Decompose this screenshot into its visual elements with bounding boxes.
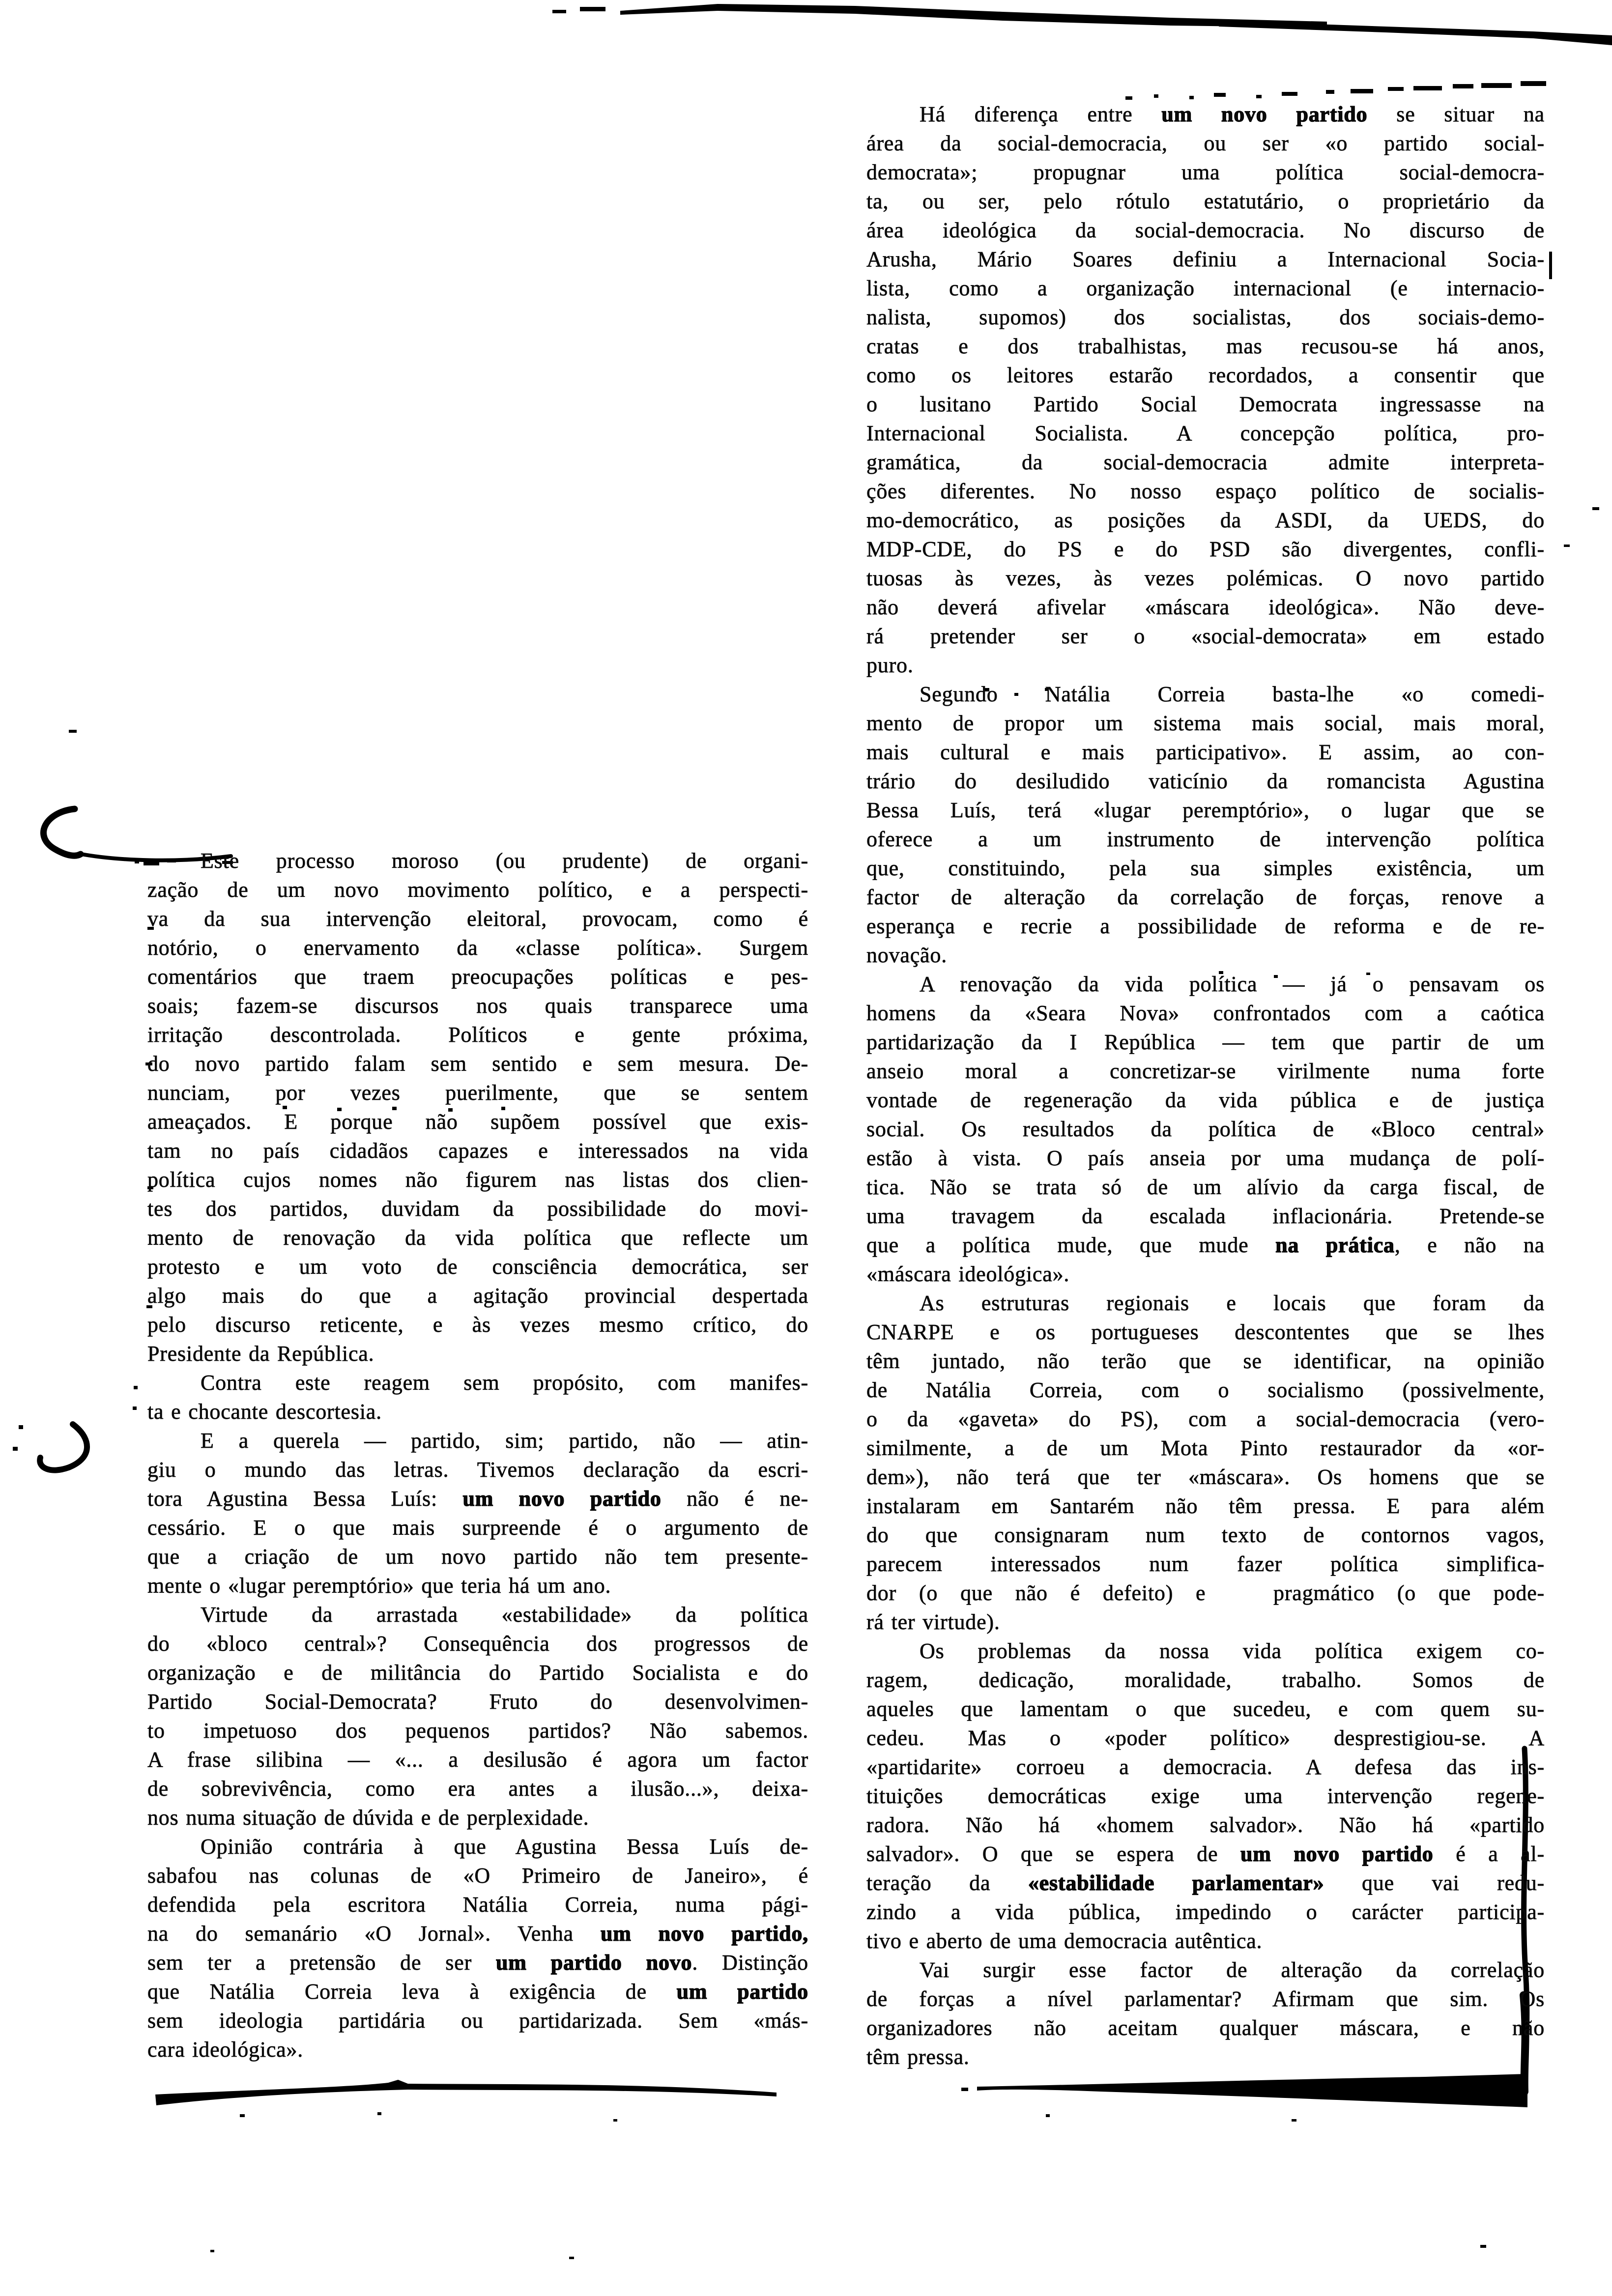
text-line: Há diferença entre um novo partido se situar na [920, 102, 1545, 126]
text-line: como os leitores estarão recordados, a consentir que [866, 363, 1545, 387]
text-line: sem ter a pretensão de ser um partido novo. Distinção [147, 1951, 808, 1975]
text-line: teração da «estabilidade parlamentar» que vai redu- [866, 1871, 1545, 1895]
text-line: aqueles que lamentam o que sucedeu, e com quem su- [866, 1697, 1545, 1721]
text-line: Presidente da República. [147, 1342, 374, 1366]
text-line: ta, ou ser, pelo rótulo estatutário, o proprietário da [866, 189, 1545, 213]
text-line: «partidarite» corroeu a democracia. A defesa das ins- [866, 1755, 1545, 1779]
text-line: puro. [866, 653, 914, 677]
text-line: esperança e recrie a possibilidade de reforma e de re- [866, 914, 1545, 938]
right-margin-specks [1549, 252, 1599, 547]
text-line: mento de renovação da vida política que reflecte um [147, 1226, 808, 1250]
text-line: Os problemas da nossa vida política exigem co- [920, 1639, 1545, 1663]
text-line: E a querela — partido, sim; partido, não — atin- [201, 1429, 808, 1453]
text-line: tes dos partidos, duvidam da possibilidade do movi- [147, 1197, 808, 1221]
text-line: na do semanário «O Jornal». Venha um novo partido, [147, 1922, 808, 1946]
text-line: Contra este reagem sem propósito, com manifes- [201, 1371, 808, 1395]
text-line: de sobrevivência, como era antes a ilusão...», deixa- [147, 1777, 808, 1801]
text-line: que a criação de um novo partido não tem presente- [147, 1545, 808, 1569]
text-line: MDP-CDE, do PS e do PSD são divergentes, confli- [866, 537, 1545, 561]
text-line: partidarização da I República — tem que partir de um [866, 1030, 1545, 1054]
right-text-column [866, 100, 1545, 2071]
text-line: parecem interessados num fazer política simplifica- [866, 1552, 1545, 1576]
text-line: cessário. E o que mais surpreende é o argumento de [147, 1516, 808, 1540]
bottom-right-rule [961, 2074, 1527, 2107]
text-line: CNARPE e os portugueses descontentes que se lhes [866, 1320, 1545, 1344]
text-line: novação. [866, 943, 947, 967]
text-line: ragem, dedicação, moralidade, trabalho. Somos de [866, 1668, 1545, 1692]
text-line: tituições democráticas exige uma intervenção regene- [866, 1784, 1545, 1808]
text-line: gramática, da social-democracia admite interpreta- [866, 450, 1545, 474]
text-line: o da «gaveta» do PS), com a social-democracia (vero- [866, 1407, 1545, 1431]
text-line: tuosas às vezes, às vezes polémicas. O novo partido [866, 566, 1545, 590]
text-line: homens da «Seara Nova» confrontados com a caótica [866, 1001, 1545, 1025]
text-line: nunciam, por vezes puerilmente, que se sentem [147, 1081, 808, 1105]
text-line: rá pretender ser o «social-democrata» em estado [866, 624, 1545, 648]
text-line: vontade de regeneração da vida pública e de justiça [866, 1088, 1545, 1112]
text-line: de forças a nível parlamentar? Afirmam que sim. Os [866, 1987, 1545, 2011]
text-line: sabafou nas colunas de «O Primeiro de Janeiro», é [147, 1864, 808, 1888]
text-line: sem ideologia partidária ou partidarizada. Sem «más- [147, 2009, 808, 2033]
close-paren-pen-mark [40, 1424, 87, 1470]
text-line: zação de um novo movimento político, e a perspecti- [147, 878, 808, 902]
text-line: Arusha, Mário Soares definiu a Internacional Socia- [866, 247, 1545, 271]
text-line: nalista, supomos) dos socialistas, dos sociais-demo- [866, 305, 1545, 329]
text-line: mento de propor um sistema mais social, mais moral, [866, 711, 1545, 735]
text-line: Partido Social-Democrata? Fruto do desenvolvimen- [147, 1690, 808, 1714]
text-line: defendida pela escritora Natália Correia, numa pági- [147, 1893, 808, 1917]
text-line: o lusitano Partido Social Democrata ingressasse na [866, 392, 1545, 416]
text-line: Opinião contrária à que Agustina Bessa Luís de- [201, 1835, 808, 1859]
text-line: «máscara ideológica». [866, 1262, 1070, 1286]
text-line: anseio moral a concretizar-se virilmente numa forte [866, 1059, 1545, 1083]
close-paren-side-dots [13, 1425, 23, 1451]
text-line: rá ter virtude). [866, 1610, 1000, 1634]
text-line: nos numa situação de dúvida e de perplexidade. [147, 1806, 589, 1830]
text-line: mais cultural e mais participativo». E assim, ao con- [866, 740, 1545, 764]
text-line: organizadores não aceitam qualquer máscara, e não [866, 2016, 1545, 2040]
text-line: dem»), não terá que ter «máscara». Os homens que se [866, 1465, 1545, 1489]
text-line: Segundo Natália Correia basta-lhe «o comedi- [920, 682, 1545, 706]
text-line: Vai surgir esse factor de alteração da correlação [920, 1958, 1545, 1982]
text-line: área ideológica da social-democracia. No discurso de [866, 218, 1545, 242]
text-line: instalaram em Santarém não têm pressa. E para além [866, 1494, 1545, 1518]
text-line: oferece a um instrumento de intervenção política [866, 827, 1545, 851]
text-line: social. Os resultados da política de «Bloco central» [866, 1117, 1545, 1141]
text-line: A renovação da vida política — já o pensavam os [920, 972, 1545, 996]
open-paren-side-ticks [69, 730, 233, 865]
text-line: mo-democrático, as posições da ASDI, da UEDS, do [866, 508, 1545, 532]
text-line: comentários que traem preocupações políticas e pes- [147, 965, 808, 989]
text-line: tam no país cidadãos capazes e interessados na vida [147, 1139, 808, 1163]
text-line: Bessa Luís, terá «lugar peremptório», o lugar que se [866, 798, 1545, 822]
text-line: tora Agustina Bessa Luís: um novo partido não é ne- [147, 1487, 808, 1511]
text-line: soais; fazem-se discursos nos quais transparece uma [147, 994, 808, 1018]
text-line: lista, como a organização internacional (e internacio- [866, 276, 1545, 300]
text-line: tica. Não se trata só de um alívio da carga fiscal, de [866, 1175, 1545, 1199]
text-line: zindo a vida pública, impedindo o carácter participa- [866, 1900, 1545, 1924]
text-line: que a política mude, que mude na prática, e não na [866, 1233, 1545, 1257]
text-line: va da sua intervenção eleitoral, provocam, como é [147, 907, 808, 931]
text-line: cratas e dos trabalhistas, mas recusou-se há anos, [866, 334, 1545, 358]
text-line: trário do desiludido vaticínio da romancista Agustina [866, 769, 1545, 793]
text-line: do «bloco central»? Consequência dos progressos de [147, 1632, 808, 1656]
text-line: uma travagem da escalada inflacionária. Pretende-se [866, 1204, 1545, 1228]
bottom-specks [210, 2112, 1486, 2259]
text-line: estão à vista. O país anseia por uma mudança de polí- [866, 1146, 1545, 1170]
text-line: do que consignaram num texto de contornos vagos, [866, 1523, 1545, 1547]
text-line: que Natália Correia leva à exigência de um partido [147, 1980, 808, 2004]
text-line: factor de alteração da correlação de forças, renove a [866, 885, 1545, 909]
text-line: As estruturas regionais e locais que foram da [920, 1291, 1545, 1315]
text-line: ções diferentes. No nosso espaço político de socialis- [866, 479, 1545, 503]
text-line: pelo discurso reticente, e às vezes mesmo crítico, do [147, 1313, 808, 1337]
text-line: giu o mundo das letras. Tivemos declaração da escri- [147, 1458, 808, 1482]
text-line: política cujos nomes não figurem nas listas dos clien- [147, 1168, 808, 1192]
text-line: irritação descontrolada. Políticos e gente próxima, [147, 1023, 808, 1047]
text-line: cedeu. Mas o «poder político» desprestigiou-se. A [866, 1726, 1545, 1750]
text-line: organização e de militância do Partido Socialista e do [147, 1661, 808, 1685]
text-line: não deverá afivelar «máscara ideológica». Não deve- [866, 595, 1545, 619]
top-ink-streak [552, 4, 1612, 45]
text-line: mente o «lugar peremptório» que teria há um ano. [147, 1574, 611, 1598]
text-line: têm pressa. [866, 2045, 970, 2069]
text-line: ta e chocante descortesia. [147, 1400, 382, 1424]
text-line: ameaçados. E porque não supõem possível que exis- [147, 1110, 808, 1134]
text-line: Este processo moroso (ou prudente) de organi- [201, 849, 808, 873]
text-line: de Natália Correia, com o socialismo (possivelmente, [866, 1378, 1545, 1402]
text-line: algo mais do que a agitação provincial despertada [147, 1284, 808, 1308]
text-line: área da social-democracia, ou ser «o partido social- [866, 131, 1545, 155]
left-text-column [147, 846, 808, 2064]
text-line: Virtude da arrastada «estabilidade» da política [201, 1603, 808, 1627]
text-line: têm juntado, não terão que se identificar, na opinião [866, 1349, 1545, 1373]
text-line: democrata»; propugnar uma política social-democra- [866, 160, 1545, 184]
text-line: do novo partido falam sem sentido e sem mesura. De- [147, 1052, 808, 1076]
text-line: A frase silibina — «... a desilusão é agora um factor [147, 1748, 808, 1772]
text-line: radora. Não há «homem salvador». Não há «partido [866, 1813, 1545, 1837]
text-line: Internacional Socialista. A concepção política, pro- [866, 421, 1545, 445]
bottom-left-rule [155, 2080, 777, 2105]
dash-row-marks [1125, 81, 1546, 100]
text-line: cara ideológica». [147, 2038, 304, 2062]
text-line: salvador». O que se espera de um novo partido é a al- [866, 1842, 1545, 1866]
text-line: protesto e um voto de consciência democrática, ser [147, 1255, 808, 1279]
text-line: dor (o que não é defeito) e pragmático (o que pode- [866, 1581, 1545, 1605]
text-line: tivo e aberto de uma democracia autêntica. [866, 1929, 1263, 1953]
text-line: notório, o enervamento da «classe política». Surgem [147, 936, 808, 960]
text-line: que, constituindo, pela sua simples existência, um [866, 856, 1545, 880]
text-line: to impetuoso dos pequenos partidos? Não sabemos. [147, 1719, 808, 1743]
text-line: similmente, a de um Mota Pinto restaurador da «or- [866, 1436, 1545, 1460]
